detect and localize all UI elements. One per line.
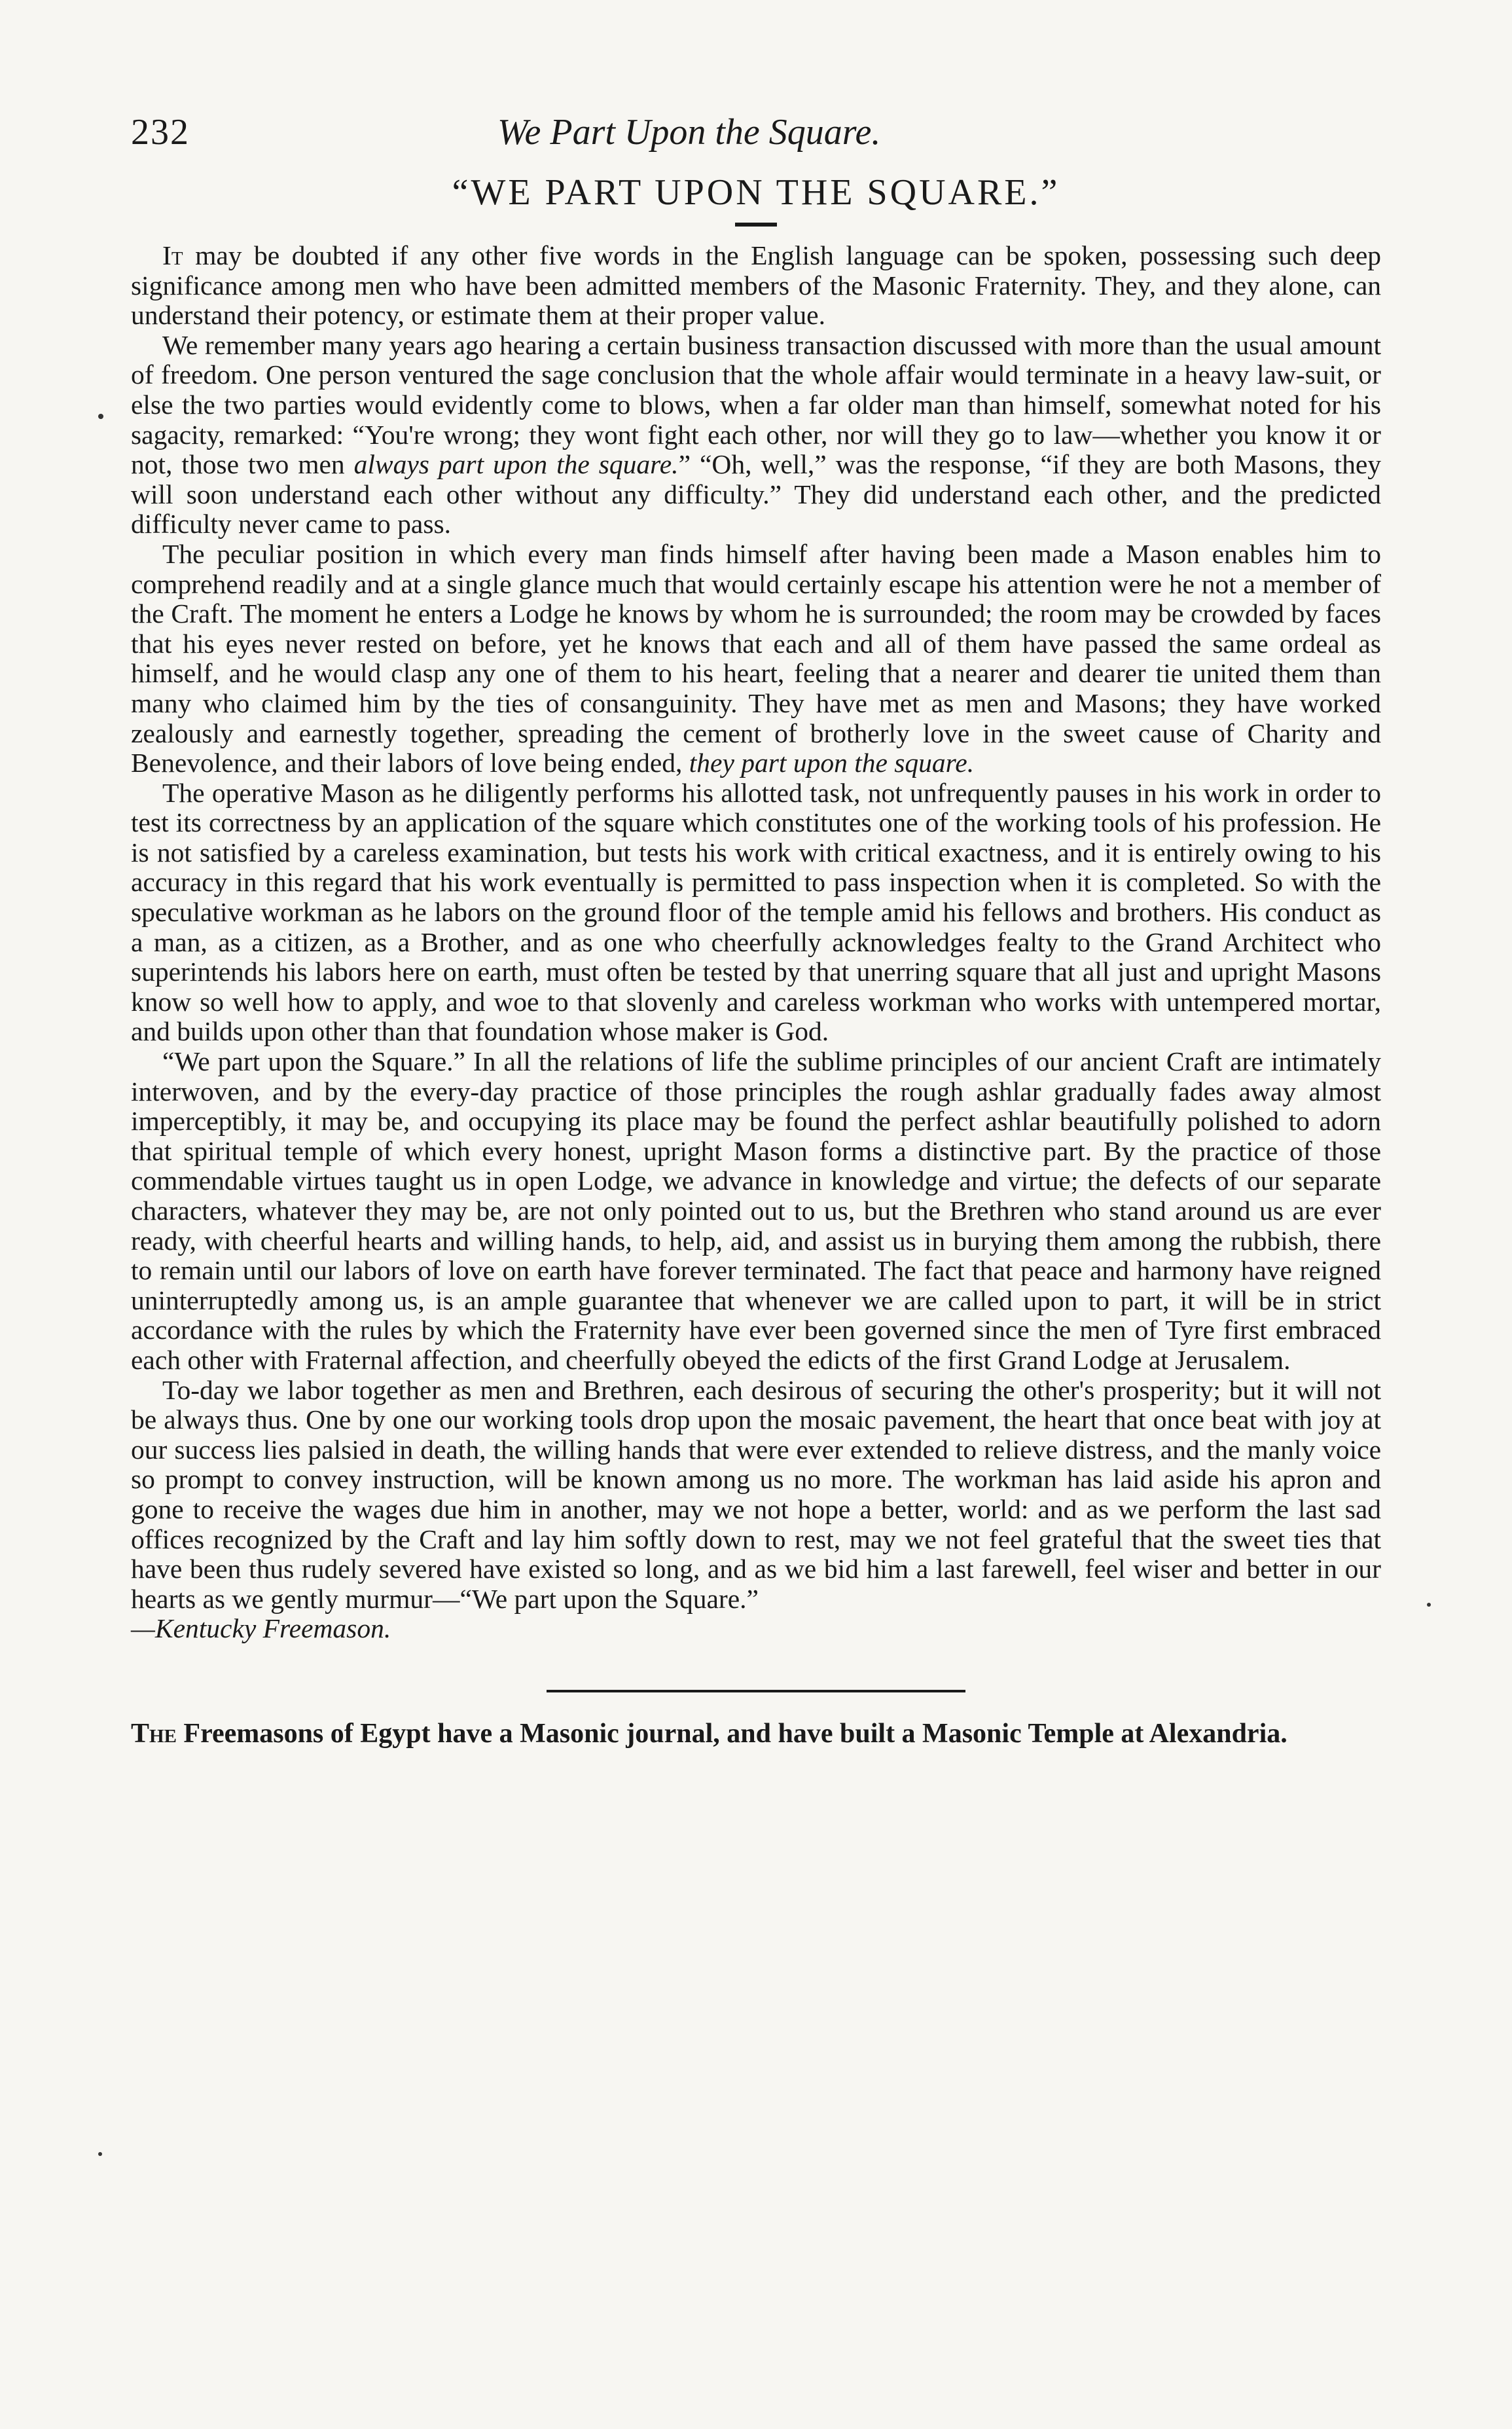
paragraph-1 (131, 241, 1381, 331)
paragraph-4 (131, 778, 1381, 1047)
emphasis-text: always part upon the square. (353, 449, 679, 480)
paragraph-6 (131, 1376, 1381, 1615)
paragraph-text: “We part upon the Square.” In all the relations of life the sublime principles of our ancient Craft are intimately interwoven, and by the every-day practice of those principles the rough ashlar gradually fades away almost imperceptibly, it may be, and occupying its place may be found the perfect ashlar beautifully polished to adorn that spiritual temple of which every honest, upright Mason forms a distinctive part. By the practice of those commendable virtues taught us in open Lodge, we advance in knowledge and virtue; the defects of our separate characters, whatever they may be, are not only pointed out to us, but the Brethren who stand around us are ever ready, with cheerful hearts and willing hands, to help, aid, and assist us in burying them among the rubbish, there to remain until our labors of love on earth have forever terminated. The fact that peace and harmony have reigned uninterruptedly among us, is an ample guarantee that whenever we are called upon to part, it will be in strict accordance with the rules by which the Fraternity have ever been governed since the men of Tyre first embraced each other with Fraternal affection, and cheerfully obeyed the edicts of the first Grand Lodge at Jerusalem. (131, 1046, 1381, 1375)
margin-mark (98, 2152, 102, 2156)
news-note (131, 1719, 1381, 1749)
paragraph-text: We remember many years ago hearing a certain business transaction discussed with more than the usual amount of freedom. One person ventured the sage conclusion that the whole affair would terminate in a heavy law-suit, or else the two parties would evidently come to blows, when a far older man than himself, somewhat noted for his sagacity, remarked: “You're wrong; they wont fight each other, nor will they go to law—whether you know it or not, those two men (131, 329, 1381, 480)
margin-mark (1427, 1603, 1431, 1607)
paragraph-3 (131, 539, 1381, 778)
drop-lead: It (162, 240, 183, 270)
article-body (131, 241, 1381, 1644)
emphasis-text: they part upon the square. (689, 748, 975, 778)
paragraph-2 (131, 331, 1381, 539)
note-lead: The (131, 1718, 177, 1749)
attribution: —Kentucky Freemason. (131, 1613, 391, 1644)
page-number: 232 (131, 112, 190, 153)
paragraph-5 (131, 1047, 1381, 1376)
running-title: We Part Upon the Square. (497, 112, 881, 153)
running-head (131, 111, 1381, 164)
paragraph-text: may be doubted if any other five words in the English language can be spoken, possessing such deep significance among men who have been admitted members of the Masonic Fraternity. They, and they alone, can understand their potency, or estimate them at their proper value. (131, 240, 1381, 331)
page (131, 111, 1381, 1749)
margin-mark (98, 414, 103, 419)
paragraph-text: To-day we labor together as men and Brethren, each desirous of securing the other's prosperity; but it will not be always thus. One by one our working tools drop upon the mosaic pavement, the heart that once beat with joy at our success lies palsied in death, the willing hands that were ever extended to relieve distress, and the manly voice so prompt to convey instruction, will be known among us no more. The workman has laid aside his apron and gone to receive the wages due him in another, may we not hope a better, world: and as we perform the last sad offices recognized by the Craft and lay him softly down to rest, may we not feel grateful that the sweet ties that have been thus rudely severed have existed so long, and as we bid him a last farewell, feel wiser and better in our hearts as we gently murmur—“We part upon the Square.” (131, 1374, 1381, 1614)
note-text: Freemasons of Egypt have a Masonic journal, and have built a Masonic Temple at Alexandria. (176, 1718, 1287, 1749)
section-divider (547, 1690, 965, 1692)
article-title: “WE PART UPON THE SQUARE.” (452, 172, 1060, 213)
paragraph-text: The operative Mason as he diligently performs his allotted task, not unfrequently pauses in his work in order to test its correctness by an application of the square which constitutes one of the working tools of his profession. He is not satisfied by a careless examination, but tests his work with critical exactness, and it is entirely owing to his accuracy in this regard that his work eventually is permitted to pass inspection when it is completed. So with the speculative workman as he labors on the ground floor of the temple amid his fellows and brothers. His conduct as a man, as a citizen, as a Brother, and as one who cheerfully acknowledges fealty to the Grand Architect who superintends his labors here on earth, must often be tested by that unerring square that all just and upright Masons know so well how to apply, and woe to that slovenly and careless workman who works with untempered mortar, and builds upon other than that foundation whose maker is God. (131, 777, 1381, 1047)
paragraph-text: The peculiar position in which every man finds himself after having been made a Mason enables him to comprehend readily and at a single glance much that would certainly escape his attention were he not a member of the Craft. The moment he enters a Lodge he knows by whom he is surrounded; the room may be crowded by faces that his eyes never rested on before, yet he knows that each and all of them have passed the same ordeal as himself, and he would clasp any one of them to his heart, feeling that a nearer and dearer tie united them than many who claimed him by the ties of consanguinity. They have met as men and Masons; they have worked zealously and earnestly together, spreading the cement of brotherly love in the sweet cause of Charity and Benevolence, and their labors of love being ended, (131, 538, 1381, 778)
title-rule (735, 223, 777, 227)
paragraph-text: ” “Oh, well,” was the response, “if they are both Masons, they will soon understand each other without any difficulty.” They did understand each other, and the predicted difficulty never came to pass. (131, 449, 1381, 539)
